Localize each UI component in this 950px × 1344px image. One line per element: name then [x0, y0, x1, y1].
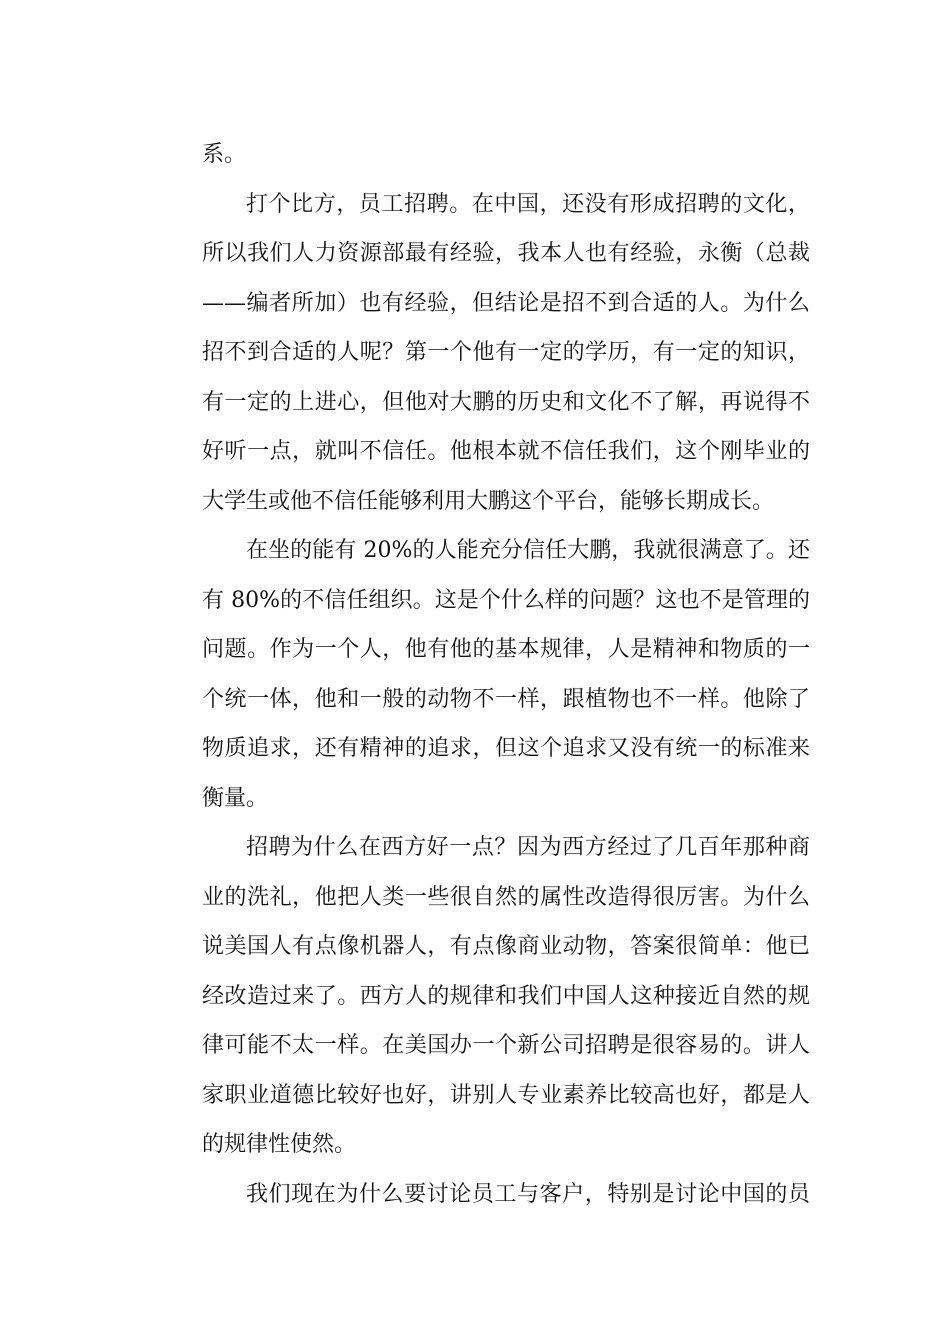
text-line: 个统一体，他和一般的动物不一样，跟植物也不一样。他除了 [202, 686, 810, 712]
text-line: 大学生或他不信任能够利用大鹏这个平台，能够长期成长。 [202, 488, 775, 514]
body-text [202, 130, 810, 1219]
text-line: 说美国人有点像机器人，有点像商业动物，答案很简单：他已 [202, 934, 810, 959]
text-line: 好听一点，就叫不信任。他根本就不信任我们，这个刚毕业的 [202, 439, 810, 464]
text-line: 有一定的上进心，但他对大鹏的历史和文化不了解，再说得不 [202, 389, 810, 415]
text-line: 在坐的能有 20%的人能充分信任大鹏，我就很满意了。还 [246, 538, 810, 563]
text-line: 律可能不太一样。在美国办一个新公司招聘是很容易的。讲人 [202, 1033, 810, 1058]
text-line: 业的洗礼，他把人类一些很自然的属性改造得很厉害。为什么 [202, 884, 810, 910]
text-line: 招不到合适的人呢？第一个他有一定的学历，有一定的知识， [202, 340, 810, 365]
text-line: 打个比方，员工招聘。在中国，还没有形成招聘的文化， [246, 191, 810, 217]
text-line: ——编者所加）也有经验，但结论是招不到合适的人。为什么 [202, 290, 810, 316]
text-line: 招聘为什么在西方好一点？因为西方经过了几百年那种商 [246, 835, 810, 860]
text-line: 物质追求，还有精神的追求，但这个追求又没有统一的标准来 [202, 736, 810, 761]
text-line: 所以我们人力资源部最有经验，我本人也有经验，永衡（总裁 [202, 241, 810, 266]
text-line: 衡量。 [202, 785, 269, 811]
text-line: 的规律性使然。 [202, 1132, 357, 1157]
text-line: 有 80%的不信任组织。这是个什么样的问题？这也不是管理的 [202, 587, 810, 613]
text-line: 问题。作为一个人，他有他的基本规律，人是精神和物质的一 [202, 637, 810, 662]
text-line: 经改造过来了。西方人的规律和我们中国人这种接近自然的规 [202, 983, 810, 1009]
text-line: 系。 [202, 142, 247, 167]
text-line: 家职业道德比较好也好，讲别人专业素养比较高也好，都是人 [202, 1082, 810, 1108]
text-line: 我们现在为什么要讨论员工与客户，特别是讨论中国的员 [246, 1181, 810, 1207]
